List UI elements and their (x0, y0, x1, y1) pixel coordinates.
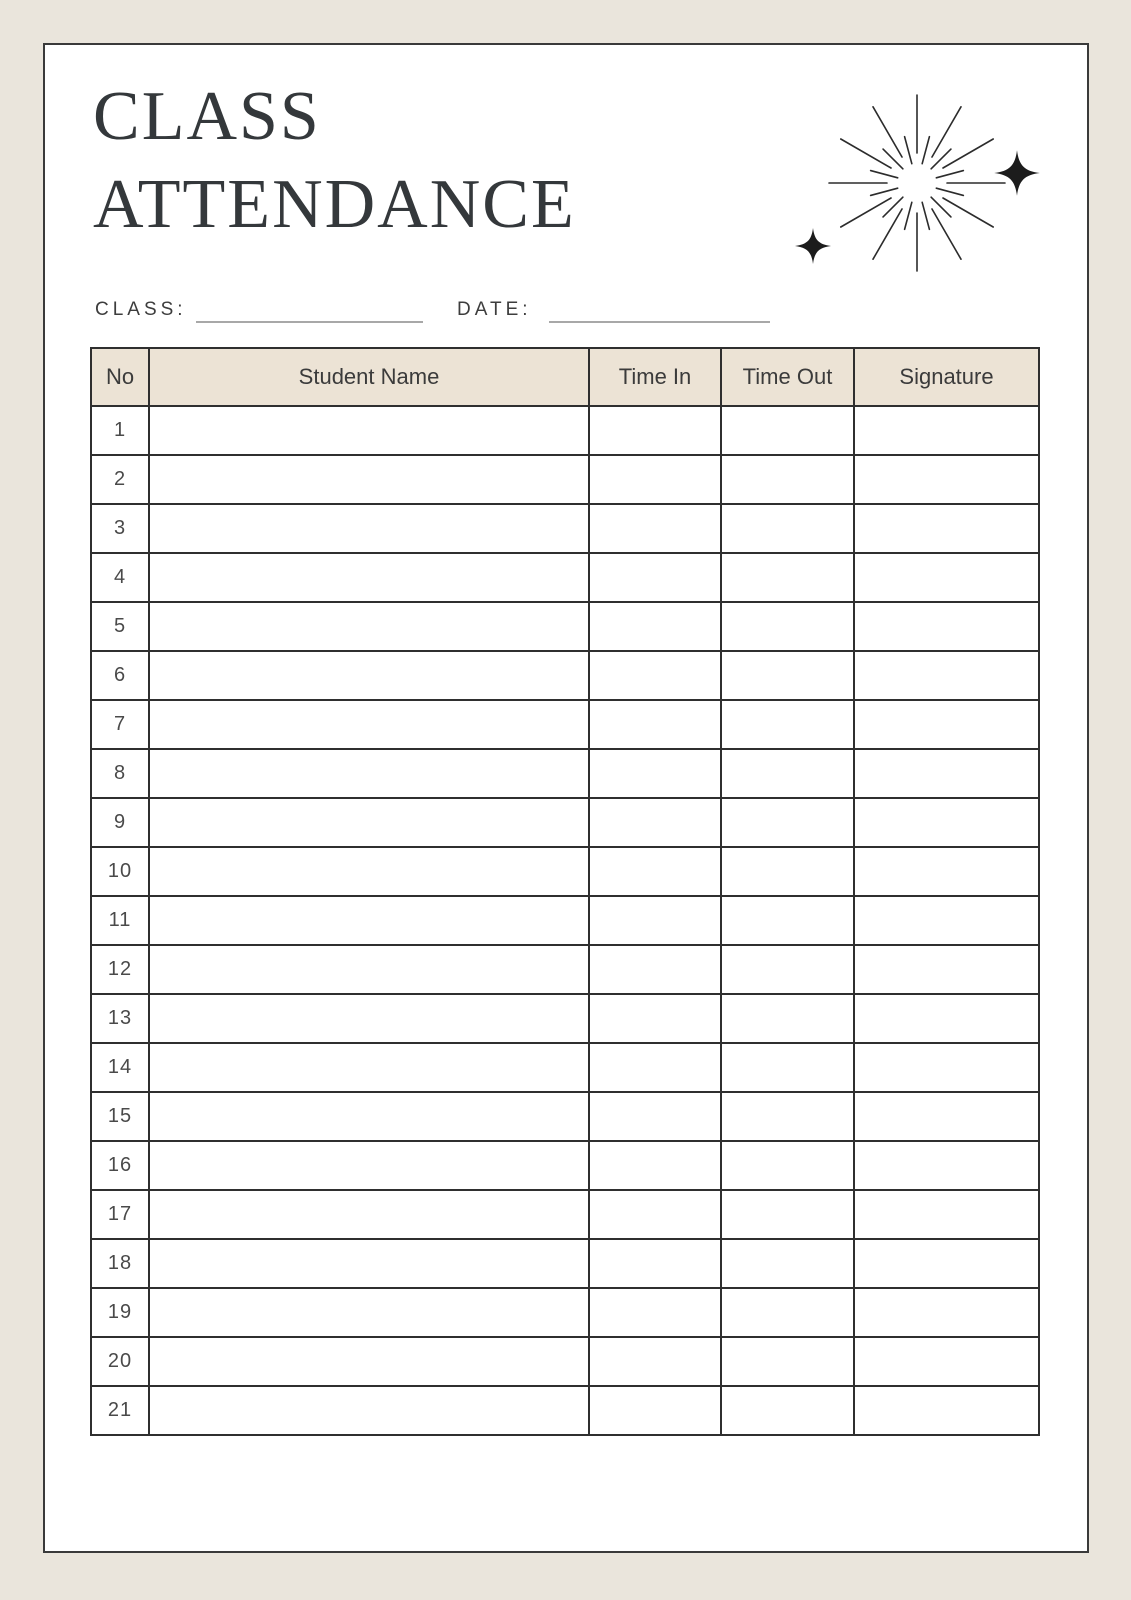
table-row (91, 406, 1039, 455)
table-row (91, 1337, 1039, 1386)
signature-cell[interactable] (854, 945, 1039, 994)
time-in-cell[interactable] (589, 1190, 721, 1239)
row-number-cell: 19 (91, 1288, 149, 1337)
time-in-cell[interactable] (589, 700, 721, 749)
table-row (91, 1092, 1039, 1141)
signature-cell[interactable] (854, 455, 1039, 504)
signature-cell[interactable] (854, 994, 1039, 1043)
sparkle-icon (795, 228, 831, 264)
column-header-time-in: Time In (589, 348, 721, 406)
student-name-cell[interactable] (149, 798, 589, 847)
table-row (91, 1239, 1039, 1288)
time-out-cell[interactable] (721, 455, 854, 504)
time-out-cell[interactable] (721, 945, 854, 994)
table-row (91, 1288, 1039, 1337)
time-out-cell[interactable] (721, 602, 854, 651)
time-out-cell[interactable] (721, 847, 854, 896)
sparkle-icon (994, 150, 1040, 196)
row-number-cell: 10 (91, 847, 149, 896)
row-number-cell: 1 (91, 406, 149, 455)
time-in-cell[interactable] (589, 798, 721, 847)
signature-cell[interactable] (854, 847, 1039, 896)
signature-cell[interactable] (854, 602, 1039, 651)
table-row (91, 994, 1039, 1043)
table-row (91, 455, 1039, 504)
student-name-cell[interactable] (149, 1190, 589, 1239)
time-in-cell[interactable] (589, 1337, 721, 1386)
student-name-cell[interactable] (149, 1141, 589, 1190)
row-number-cell: 3 (91, 504, 149, 553)
time-in-cell[interactable] (589, 749, 721, 798)
time-in-cell[interactable] (589, 994, 721, 1043)
time-in-cell[interactable] (589, 1141, 721, 1190)
time-in-cell[interactable] (589, 1288, 721, 1337)
signature-cell[interactable] (854, 896, 1039, 945)
page-title-line1: CLASS (93, 78, 321, 155)
table-row (91, 1190, 1039, 1239)
time-out-cell[interactable] (721, 406, 854, 455)
time-in-cell[interactable] (589, 1386, 721, 1435)
time-out-cell[interactable] (721, 798, 854, 847)
table-row (91, 553, 1039, 602)
student-name-cell[interactable] (149, 1043, 589, 1092)
column-header-signature: Signature (854, 348, 1039, 406)
signature-cell[interactable] (854, 1190, 1039, 1239)
row-number-cell: 2 (91, 455, 149, 504)
time-out-cell[interactable] (721, 1386, 854, 1435)
signature-cell[interactable] (854, 1337, 1039, 1386)
attendance-sheet (43, 43, 1089, 1553)
row-number-cell: 11 (91, 896, 149, 945)
date-label: DATE: (457, 299, 532, 320)
page-title (93, 73, 576, 249)
table-row (91, 896, 1039, 945)
time-out-cell[interactable] (721, 651, 854, 700)
student-name-cell[interactable] (149, 455, 589, 504)
student-name-cell[interactable] (149, 847, 589, 896)
row-number-cell: 13 (91, 994, 149, 1043)
time-out-cell[interactable] (721, 994, 854, 1043)
time-out-cell[interactable] (721, 1092, 854, 1141)
row-number-cell: 8 (91, 749, 149, 798)
student-name-cell[interactable] (149, 700, 589, 749)
row-number-cell: 12 (91, 945, 149, 994)
table-row (91, 749, 1039, 798)
signature-cell[interactable] (854, 553, 1039, 602)
table-row (91, 1043, 1039, 1092)
time-out-cell[interactable] (721, 896, 854, 945)
student-name-cell[interactable] (149, 1386, 589, 1435)
table-row (91, 798, 1039, 847)
signature-cell[interactable] (854, 1239, 1039, 1288)
student-name-cell[interactable] (149, 1092, 589, 1141)
attendance-table-body (91, 406, 1039, 1435)
student-name-cell[interactable] (149, 1337, 589, 1386)
student-name-cell[interactable] (149, 994, 589, 1043)
student-name-cell[interactable] (149, 602, 589, 651)
time-in-cell[interactable] (589, 1092, 721, 1141)
table-row (91, 504, 1039, 553)
table-row (91, 945, 1039, 994)
signature-cell[interactable] (854, 1386, 1039, 1435)
student-name-cell[interactable] (149, 1239, 589, 1288)
row-number-cell: 7 (91, 700, 149, 749)
student-name-cell[interactable] (149, 504, 589, 553)
row-number-cell: 20 (91, 1337, 149, 1386)
time-out-cell[interactable] (721, 1288, 854, 1337)
time-out-cell[interactable] (721, 1141, 854, 1190)
attendance-table (90, 347, 1040, 1436)
time-out-cell[interactable] (721, 553, 854, 602)
table-row (91, 602, 1039, 651)
student-name-cell[interactable] (149, 651, 589, 700)
table-row (91, 847, 1039, 896)
student-name-cell[interactable] (149, 406, 589, 455)
time-in-cell[interactable] (589, 504, 721, 553)
signature-cell[interactable] (854, 798, 1039, 847)
time-in-cell[interactable] (589, 455, 721, 504)
signature-cell[interactable] (854, 1092, 1039, 1141)
time-out-cell[interactable] (721, 1239, 854, 1288)
row-number-cell: 5 (91, 602, 149, 651)
column-header-name: Student Name (149, 348, 589, 406)
signature-cell[interactable] (854, 406, 1039, 455)
student-name-cell[interactable] (149, 945, 589, 994)
row-number-cell: 9 (91, 798, 149, 847)
row-number-cell: 6 (91, 651, 149, 700)
class-input-line[interactable] (196, 279, 423, 323)
column-header-no: No (91, 348, 149, 406)
page-title-line2: ATTENDANCE (93, 166, 576, 243)
time-in-cell[interactable] (589, 847, 721, 896)
time-out-cell[interactable] (721, 1337, 854, 1386)
time-in-cell[interactable] (589, 602, 721, 651)
row-number-cell: 15 (91, 1092, 149, 1141)
table-row (91, 700, 1039, 749)
row-number-cell: 17 (91, 1190, 149, 1239)
row-number-cell: 21 (91, 1386, 149, 1435)
student-name-cell[interactable] (149, 896, 589, 945)
time-out-cell[interactable] (721, 1190, 854, 1239)
table-row (91, 651, 1039, 700)
column-header-time-out: Time Out (721, 348, 854, 406)
row-number-cell: 18 (91, 1239, 149, 1288)
time-out-cell[interactable] (721, 504, 854, 553)
table-row (91, 1141, 1039, 1190)
signature-cell[interactable] (854, 1043, 1039, 1092)
time-in-cell[interactable] (589, 896, 721, 945)
time-out-cell[interactable] (721, 749, 854, 798)
time-in-cell[interactable] (589, 406, 721, 455)
starburst-icon (758, 83, 1068, 278)
time-in-cell[interactable] (589, 651, 721, 700)
time-out-cell[interactable] (721, 700, 854, 749)
student-name-cell[interactable] (149, 1288, 589, 1337)
signature-cell[interactable] (854, 1141, 1039, 1190)
row-number-cell: 16 (91, 1141, 149, 1190)
student-name-cell[interactable] (149, 553, 589, 602)
time-in-cell[interactable] (589, 1239, 721, 1288)
row-number-cell: 14 (91, 1043, 149, 1092)
time-in-cell[interactable] (589, 1043, 721, 1092)
table-header-row (91, 348, 1039, 406)
signature-cell[interactable] (854, 700, 1039, 749)
signature-cell[interactable] (854, 1288, 1039, 1337)
table-row (91, 1386, 1039, 1435)
signature-cell[interactable] (854, 651, 1039, 700)
time-out-cell[interactable] (721, 1043, 854, 1092)
time-in-cell[interactable] (589, 945, 721, 994)
time-in-cell[interactable] (589, 553, 721, 602)
signature-cell[interactable] (854, 504, 1039, 553)
class-label: CLASS: (95, 299, 187, 320)
student-name-cell[interactable] (149, 749, 589, 798)
row-number-cell: 4 (91, 553, 149, 602)
date-input-line[interactable] (549, 279, 770, 323)
signature-cell[interactable] (854, 749, 1039, 798)
